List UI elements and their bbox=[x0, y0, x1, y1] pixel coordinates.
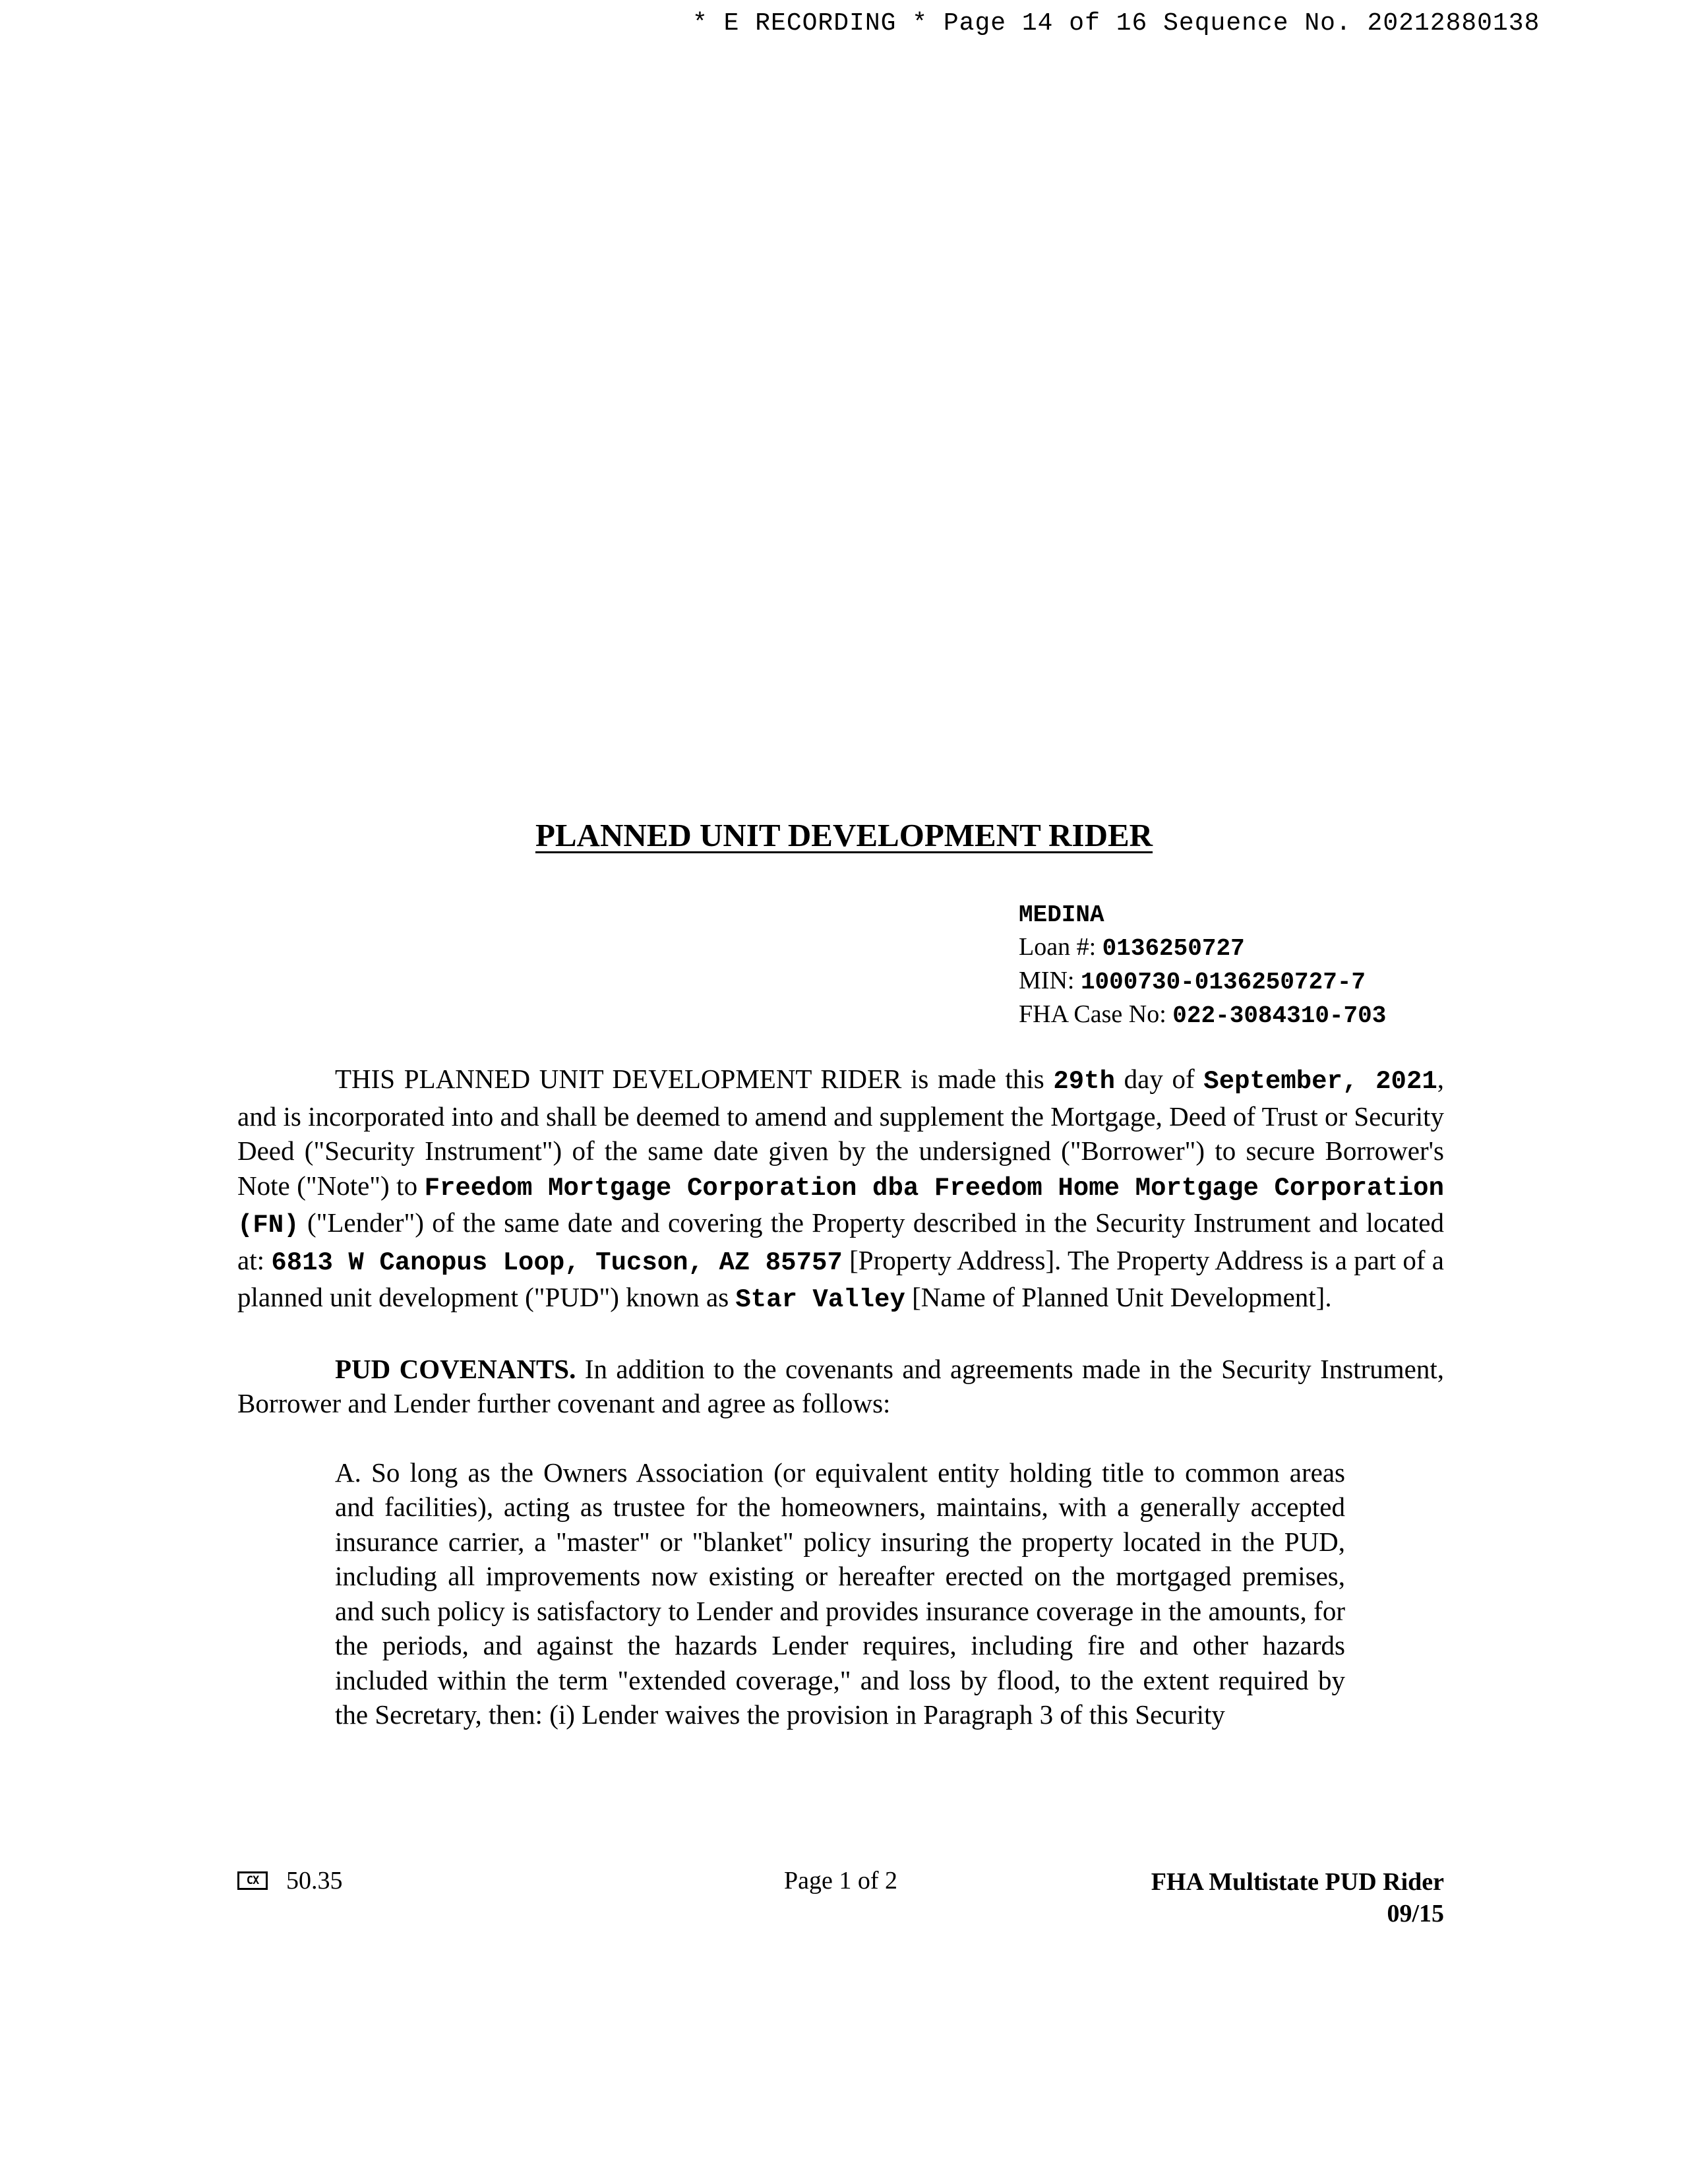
intro-text-4: ("Lender") of the same date and covering the Property described in the Security Instrument and located at: bbox=[237, 1207, 1444, 1275]
intro-text-5: [Property Address]. The Property Address is a part of a planned unit development ("PUD") known as bbox=[237, 1244, 1445, 1312]
cx-logo-icon: CX bbox=[237, 1871, 268, 1890]
intro-paragraph bbox=[237, 1062, 1444, 1318]
document-body bbox=[237, 1062, 1444, 1732]
footer-form-name bbox=[1151, 1866, 1444, 1929]
covenants-paragraph bbox=[237, 1352, 1444, 1421]
loan-number: 0136250727 bbox=[1102, 935, 1245, 962]
page-footer bbox=[237, 1866, 1444, 1939]
form-name: FHA Multistate PUD Rider bbox=[1151, 1868, 1444, 1896]
fha-case-label: FHA Case No: bbox=[1019, 1000, 1173, 1028]
covenants-text: In addition to the covenants and agreements made in the Security Instrument, Borrower and Lender further covenant and agree as follows: bbox=[237, 1353, 1445, 1418]
intro-text-6: [Name of Planned Unit Development]. bbox=[905, 1282, 1332, 1312]
min-number: 1000730-0136250727-7 bbox=[1080, 969, 1366, 996]
min-label: MIN: bbox=[1019, 967, 1081, 994]
document-title: PLANNED UNIT DEVELOPMENT RIDER bbox=[535, 817, 1153, 853]
fha-case-line bbox=[1019, 998, 1559, 1032]
pud-name: Star Valley bbox=[735, 1285, 905, 1314]
covenants-heading: PUD COVENANTS. bbox=[335, 1353, 576, 1384]
min-line bbox=[1019, 965, 1559, 998]
lender-name: Freedom Mortgage Corporation dba Freedom Home Mortgage Corporation (FN) bbox=[237, 1173, 1444, 1240]
intro-text-2: day of bbox=[1114, 1064, 1204, 1094]
loan-number-label: Loan #: bbox=[1019, 933, 1102, 961]
rider-day: 29th bbox=[1053, 1067, 1115, 1096]
borrower-name: MEDINA bbox=[1019, 901, 1104, 928]
property-address: 6813 W Canopus Loop, Tucson, AZ 85757 bbox=[271, 1248, 843, 1277]
rider-month-year: September, 2021 bbox=[1203, 1067, 1437, 1096]
recording-header: * E RECORDING * Page 14 of 16 Sequence No. 20212880138 bbox=[692, 9, 1540, 38]
fha-case-number: 022-3084310-703 bbox=[1172, 1002, 1387, 1029]
intro-text-3: , and is incorporated into and shall be deemed to amend and supplement the Mortgage, Deed of Trust or Security Deed ("Security Instrument") of the same date given by the undersigned ("Borrower") to secure Borrower's Note ("Note") to bbox=[237, 1064, 1445, 1201]
loan-number-line bbox=[1019, 931, 1559, 965]
loan-info-block bbox=[1019, 899, 1559, 1032]
section-a-paragraph: A. So long as the Owners Association (or equivalent entity holding title to common areas and facilities), acting as trustee for the homeowners, maintains, with a generally accepted insurance carrier, a "master" or "blanket" policy insuring the property located in the PUD, including all improvements now existing or hereafter erected on the mortgaged premises, and such policy is satisfactory to Lender and provides insurance coverage in the amounts, for the periods, and against the hazards Lender requires, including fire and other hazards included within the term "extended coverage," and loss by flood, to the extent required by the Secretary, then: (i) Lender waives the provision in Paragraph 3 of this Security bbox=[335, 1457, 1345, 1730]
intro-text-1: THIS PLANNED UNIT DEVELOPMENT RIDER is made this bbox=[335, 1064, 1054, 1094]
form-date: 09/15 bbox=[1387, 1900, 1444, 1927]
page-number: Page 1 of 2 bbox=[783, 1867, 898, 1895]
form-code: 50.35 bbox=[286, 1867, 343, 1895]
